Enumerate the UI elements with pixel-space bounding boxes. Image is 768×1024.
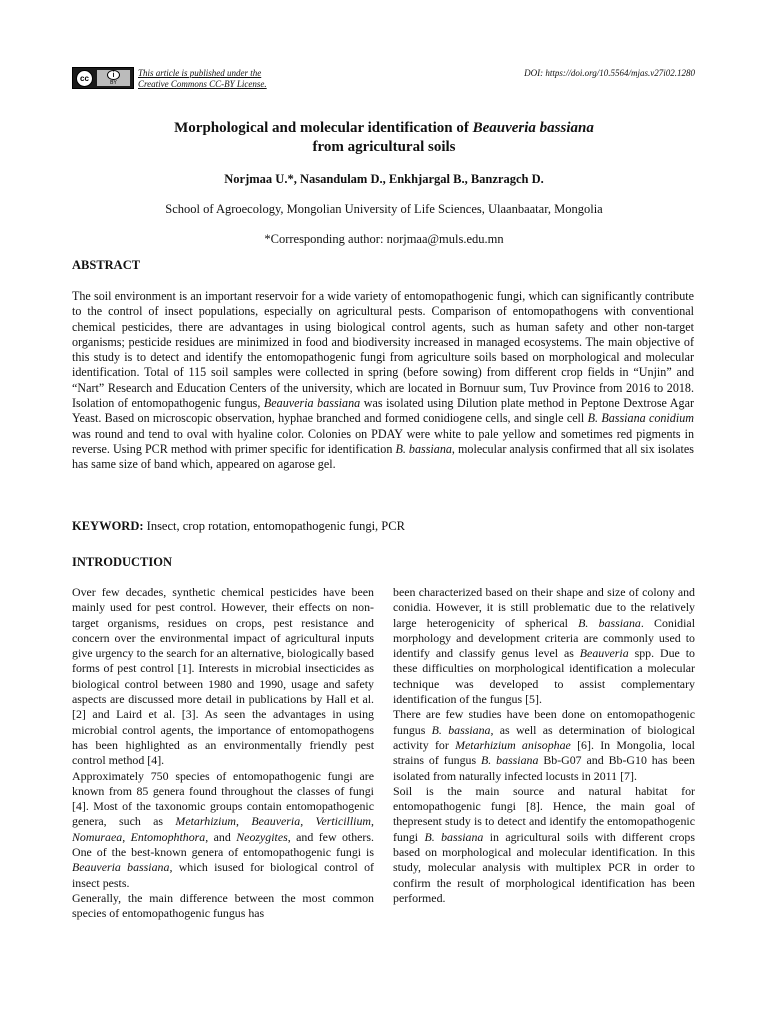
genus-name: Metarhizium — [175, 814, 236, 829]
introduction-heading: INTRODUCTION — [72, 555, 173, 569]
keywords — [72, 519, 405, 534]
species-name: B. bassiana — [424, 829, 484, 844]
title-text: Morphological and molecular identification of — [174, 120, 473, 136]
genus-name: Beauveria — [579, 646, 629, 661]
cc-icon — [76, 70, 93, 87]
cc-icon-label: cc — [80, 73, 89, 83]
genus-name: Nomuraea — [72, 829, 123, 844]
intro-part: . Conidial morphology and development criteria are commonly used to identify and classify genus level as — [393, 615, 695, 661]
affiliation: School of Agroecology, Mongolian University of Life Sciences, Ulaanbaatar, Mongolia — [165, 202, 603, 216]
intro-part: which isused for biological control of insect pests. — [72, 860, 374, 890]
attribution-person-glyph: i — [112, 71, 115, 79]
authors: Norjmaa U.*, Nasandulam D., Enkhjargal B., Banzragch D. — [224, 172, 544, 186]
genus-name: Verticillium — [315, 814, 371, 829]
species-name: B. bassiana, — [431, 722, 494, 737]
genus-name: Beauveria — [251, 814, 301, 829]
genus-name: Neozygites — [236, 829, 288, 844]
intro-left-column — [72, 585, 374, 922]
intro-part: , — [300, 814, 316, 829]
species-name: B. bassiana — [578, 615, 641, 630]
cc-by-license-badge[interactable] — [72, 67, 134, 89]
intro-part: , and few others. One of the best-known genera of entomopathogenic fungi is — [72, 829, 374, 860]
intro-part: , — [371, 814, 374, 829]
attribution-person-icon — [107, 70, 120, 80]
intro-part: [6]. In Mongolia, local strains of fungus — [393, 737, 695, 768]
title-line-2: from agricultural soils — [312, 139, 456, 155]
species-name: Metarhizium anisophae — [455, 737, 571, 752]
abstract-part: was isolated using Dilution plate method in Peptone Dextrose Agar Yeast. Based on microscopic observation, hyphae branched and formed conidiogene cells, and single cell — [72, 396, 694, 426]
species-name: B. bassiana — [481, 753, 539, 768]
intro-part: Soil is the main source and natural habitat for entomopathogenic fungi [8]. Hence, the main goal of thepresent study is to detect and identify the entomopathogenic fungi — [393, 783, 695, 844]
doi-link[interactable]: DOI: https://doi.org/10.5564/mjas.v27i02.1280 — [524, 68, 695, 78]
paper-title — [72, 119, 696, 157]
corresponding-author: *Corresponding author: norjmaa@muls.edu.mn — [264, 232, 504, 246]
license-line-2[interactable]: Creative Commons CC-BY License. — [138, 79, 267, 89]
intro-part: , — [122, 829, 131, 844]
keyword-label: KEYWORD: — [72, 519, 144, 533]
intro-part: in agricultural soils with different crops based on morphological and molecular identification. In this study, molecular analysis with multiplex PCR in order to confirm the result of morphological identification has been performed. — [393, 829, 695, 905]
title-line-1 — [72, 119, 696, 138]
intro-part: , and — [205, 829, 237, 844]
keyword-list: Insect, crop rotation, entomopathogenic fungi, PCR — [143, 519, 405, 533]
abstract-species: B. Bassiana conidium — [587, 411, 694, 426]
intro-part: spp. Due to these difficulties on morphological identification a molecular technique was developed to assist complementary identification of the fungus [5]. — [393, 646, 695, 707]
intro-paragraph — [393, 784, 695, 906]
intro-paragraph: Over few decades, synthetic chemical pesticides have been mainly used for pest control. However, their effects on non-target organisms, residues on crops, pest resistance and concern over the environmental impact of agricultural inputs give urgency to the search for an alternative, biologically based forms of pest control [1]. Interests in microbial insecticides as biological control between 1980 and 1990, usage and safety aspects are discussed more detail in publications by Hall et al. [2] and Laird et al. [3]. As seen the advantages in using microbial control agents, the importance of entomopathogens has been highlighted as an environmentally friendly pest control method [4]. — [72, 585, 374, 768]
intro-paragraph — [393, 585, 695, 707]
intro-paragraph — [393, 707, 695, 783]
intro-paragraph: Generally, the main difference between the most common species of entomopathogenic fungus has — [72, 890, 374, 921]
intro-part: There are few studies have been done on entomopathogenic fungus — [393, 707, 695, 737]
intro-part: Approximately 750 species of entomopathogenic fungi are known from 85 genera found throughout the classes of fungi [4]. Most of the taxonomic groups contain entomopathogenic genera, such as — [72, 768, 374, 829]
intro-part: Bb-G07 and Bb-G10 has been isolated from naturally infected locusts in 2011 [7]. — [393, 753, 695, 783]
intro-part: , — [235, 814, 252, 829]
by-label: BY — [110, 80, 117, 86]
intro-paragraph — [72, 769, 374, 891]
abstract-part: was round and tend to oval with hyaline color. Colonies on PDAY were white to pale yellow and sometimes red pigments in reverse. Using PCR method with primer specific for identification — [72, 426, 694, 456]
license-link[interactable] — [138, 68, 267, 90]
intro-right-column — [393, 585, 695, 906]
abstract-part: , molecular analysis confirmed that all six isolates has same size of band which, appeared on agarose gel. — [72, 441, 694, 472]
genus-name: Entomophthora — [130, 829, 206, 844]
license-line-1[interactable]: This article is published under the — [138, 68, 262, 78]
abstract-species: Beauveria bassiana — [263, 396, 361, 411]
intro-part: been characterized based on their shape and size of colony and conidia. However, it is still problematic due to the relatively large heterogenicity of spherical — [393, 585, 695, 630]
abstract-species: B. bassiana — [395, 441, 452, 456]
abstract-part: The soil environment is an important reservoir for a wide variety of entomopathogenic fungi, which can significantly contribute to the control of insect populations, especially on agricultural pests. Comparison of entomopathogens with conventional chemical pesticides, there are advantages in using biological control agents, such as human safety and other non-target organisms; pesticide residues are minimized in food and biodiversity increased in managed ecosystems. The main objective of this study is to detect and identify the entomopathogenic fungi from agriculture soils based on morphological and molecular identification. Total of 115 soil samples were collected in spring (before sowing) from different crop fields in “Unjin” and “Nart” Research and Education Centers of the university, which are located in Bornuur sum, Tuv Province from 2016 to 2018. Isolation of entomopathogenic fungus, — [72, 289, 694, 411]
intro-part: as well as determination of biological activity for — [393, 722, 696, 752]
genus-name: Beauveria bassiana, — [72, 860, 173, 875]
abstract-heading: ABSTRACT — [72, 258, 141, 272]
title-species: Beauveria bassiana — [472, 120, 594, 136]
abstract-text — [72, 289, 694, 473]
by-icon — [97, 70, 130, 86]
